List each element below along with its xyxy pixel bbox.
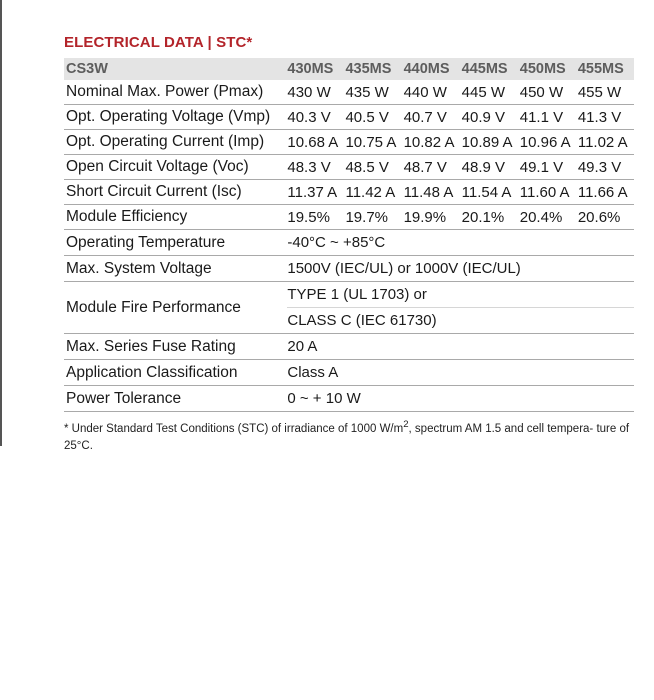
header-model-445ms: 445MS	[460, 58, 518, 80]
table-cell: 48.9 V	[460, 155, 518, 180]
stc-footnote	[64, 416, 634, 455]
row-label: Opt. Operating Voltage (Vmp)	[64, 105, 285, 130]
table-cell: 48.5 V	[343, 155, 401, 180]
table-cell: 10.75 A	[343, 130, 401, 155]
table-cell: 49.3 V	[576, 155, 634, 180]
header-model-series: CS3W	[64, 58, 285, 80]
row-label: Max. Series Fuse Rating	[64, 334, 285, 360]
row-label: Open Circuit Voltage (Voc)	[64, 155, 285, 180]
footnote-text-continued: , spectrum AM 1.5 and cell tempera- ture of 25°C.	[64, 422, 630, 452]
table-cell: 11.54 A	[460, 180, 518, 205]
footnote-text: * Under Standard Test Conditions (STC) of irradiance of 1000 W/m	[64, 422, 404, 435]
table-cell: 10.68 A	[285, 130, 343, 155]
table-cell: 10.89 A	[460, 130, 518, 155]
table-cell: 20.6%	[576, 205, 634, 230]
table-cell: Class A	[285, 360, 634, 386]
row-label: Module Efficiency	[64, 205, 285, 230]
table-cell: 48.7 V	[402, 155, 460, 180]
row-power-tolerance	[64, 386, 634, 412]
row-label: Power Tolerance	[64, 386, 285, 412]
table-cell: 19.9%	[402, 205, 460, 230]
row-label: Operating Temperature	[64, 230, 285, 256]
table-cell: 40.5 V	[343, 105, 401, 130]
footnote-superscript: 2	[403, 419, 409, 430]
table-cell: 40.9 V	[460, 105, 518, 130]
table-cell: 11.42 A	[343, 180, 401, 205]
row-label: Module Fire Performance	[64, 282, 285, 334]
row-label: Application Classification	[64, 360, 285, 386]
header-model-430ms: 430MS	[285, 58, 343, 80]
table-cell: -40°C ~ +85°C	[285, 230, 634, 256]
table-cell: 40.7 V	[402, 105, 460, 130]
electrical-data-section	[64, 28, 636, 455]
table-cell: 455 W	[576, 80, 634, 105]
row-label: Nominal Max. Power (Pmax)	[64, 80, 285, 105]
row-series-fuse-rating	[64, 334, 634, 360]
row-label: Short Circuit Current (Isc)	[64, 180, 285, 205]
left-border-rule	[0, 0, 2, 446]
table-cell: 435 W	[343, 80, 401, 105]
table-cell: 10.82 A	[402, 130, 460, 155]
table-cell: 450 W	[518, 80, 576, 105]
table-cell: 48.3 V	[285, 155, 343, 180]
row-voc	[64, 155, 634, 180]
table-cell: 440 W	[402, 80, 460, 105]
table-cell: 10.96 A	[518, 130, 576, 155]
table-cell: 11.02 A	[576, 130, 634, 155]
table-cell: 11.60 A	[518, 180, 576, 205]
table-cell: 1500V (IEC/UL) or 1000V (IEC/UL)	[285, 256, 634, 282]
table-cell: 11.66 A	[576, 180, 634, 205]
header-model-440ms: 440MS	[402, 58, 460, 80]
table-cell: 430 W	[285, 80, 343, 105]
table-cell: 0 ~ + 10 W	[285, 386, 634, 412]
table-cell: 19.7%	[343, 205, 401, 230]
header-model-435ms: 435MS	[343, 58, 401, 80]
row-label: Max. System Voltage	[64, 256, 285, 282]
table-cell: 20 A	[285, 334, 634, 360]
row-application-classification	[64, 360, 634, 386]
row-isc	[64, 180, 634, 205]
table-cell: 20.1%	[460, 205, 518, 230]
fire-rating-line-2: CLASS C (IEC 61730)	[287, 312, 437, 329]
row-pmax	[64, 80, 634, 105]
table-cell: 41.3 V	[576, 105, 634, 130]
header-model-455ms: 455MS	[576, 58, 634, 80]
header-model-450ms: 450MS	[518, 58, 576, 80]
table-cell: 20.4%	[518, 205, 576, 230]
row-fire-performance	[64, 282, 634, 334]
table-cell: 11.48 A	[402, 180, 460, 205]
table-cell: 11.37 A	[285, 180, 343, 205]
row-max-system-voltage	[64, 256, 634, 282]
row-efficiency	[64, 205, 634, 230]
section-title: ELECTRICAL DATA | STC*	[64, 34, 253, 51]
table-cell: 19.5%	[285, 205, 343, 230]
table-cell: 40.3 V	[285, 105, 343, 130]
table-header-row	[64, 58, 634, 80]
row-imp	[64, 130, 634, 155]
table-cell: 41.1 V	[518, 105, 576, 130]
row-vmp	[64, 105, 634, 130]
electrical-data-table	[64, 58, 634, 412]
table-cell: 49.1 V	[518, 155, 576, 180]
row-operating-temperature	[64, 230, 634, 256]
fire-rating-line-1: TYPE 1 (UL 1703) or	[287, 282, 634, 308]
table-cell: 445 W	[460, 80, 518, 105]
table-cell	[285, 282, 634, 334]
row-label: Opt. Operating Current (Imp)	[64, 130, 285, 155]
